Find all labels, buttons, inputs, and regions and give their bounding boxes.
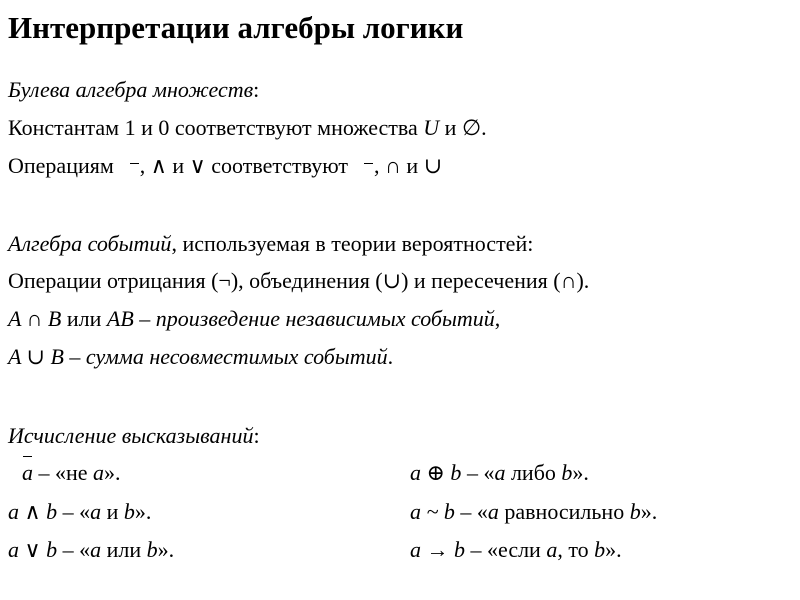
impl-end: ». [605,537,622,562]
and-b: b [123,499,135,524]
impl-a: a [546,537,558,562]
ops-pre: Операциям [8,153,114,178]
boolean-constants-line [8,114,487,142]
xor-a: a [494,460,506,485]
events-heading: Алгебра событий [8,231,172,256]
events-heading-line [8,230,533,258]
eq-formula: a ~ b [410,499,455,524]
constants-mid: и [439,115,462,140]
calc-xor-line [410,459,589,487]
not-var: a [22,460,33,485]
calc-and-line [8,498,151,526]
product-dash: – [133,306,156,331]
sum-dash: – [63,344,86,369]
product-or: или [61,306,107,331]
impl-text: – «если [465,537,547,562]
sum-formula: A ∪ B [8,344,64,369]
calculus-heading: Исчисление высказываний [8,423,254,448]
xor-text: – « [461,460,495,485]
xor-mid: либо [505,460,562,485]
or-end: ». [157,537,175,562]
events-product-line [8,305,500,333]
calc-or-line [8,536,174,564]
calc-impl-line [410,536,622,564]
set-u: U [423,115,440,140]
and-formula: a ∧ b [8,499,58,524]
ops-list1: , ∧ и ∨ соответствуют [139,153,349,178]
events-heading-tail: , используемая в теории вероятностей: [171,231,534,256]
events-sum-line [8,343,393,371]
xor-end: ». [572,460,589,485]
and-mid: и [101,499,124,524]
boolean-ops-line [8,152,442,180]
constants-end: . [481,115,487,140]
product-desc: произведение независимых событий [155,306,495,331]
constants-pre: Константам 1 и 0 соответствуют множества [8,115,424,140]
or-b: b [146,537,158,562]
impl-formula: a → b [410,537,465,562]
eq-mid: равносильно [498,499,630,524]
and-a: a [90,499,102,524]
calc-not-line [8,459,121,487]
and-end: ». [134,499,152,524]
or-a: a [90,537,102,562]
eq-end: ». [640,499,658,524]
sum-end: . [387,344,394,369]
xor-b: b [561,460,573,485]
boolean-heading: Булева алгебра множеств [8,77,254,102]
or-mid: или [101,537,147,562]
or-formula: a ∨ b [8,537,58,562]
eq-a: a [487,499,499,524]
product-end: , [494,306,501,331]
impl-b: b [594,537,606,562]
boolean-heading-line: Булева алгебра множеств: [8,77,260,102]
product-formula: A ∩ B [8,306,62,331]
xor-formula: a ⊕ b [410,460,462,485]
eq-b: b [629,499,641,524]
impl-mid: , то [557,537,595,562]
empty-set-symbol: ∅ [461,115,482,140]
calc-eq-line [410,498,657,526]
page-title: Интерпретации алгебры логики [8,10,464,45]
events-ops-line: Операции отрицания (¬), объединения (∪) и пересечения (∩). [8,268,590,293]
product-ab: AB [106,306,134,331]
calculus-heading-line: Исчисление высказываний: [8,423,260,448]
sum-desc: сумма несовместимых событий [85,344,388,369]
not-var2: a [93,460,105,485]
not-end: ». [104,460,121,485]
eq-text: – « [454,499,488,524]
or-text: – « [57,537,91,562]
ops-list2: , ∩ и ∪ [374,153,443,178]
and-text: – « [57,499,91,524]
not-text: – «не [33,460,94,485]
